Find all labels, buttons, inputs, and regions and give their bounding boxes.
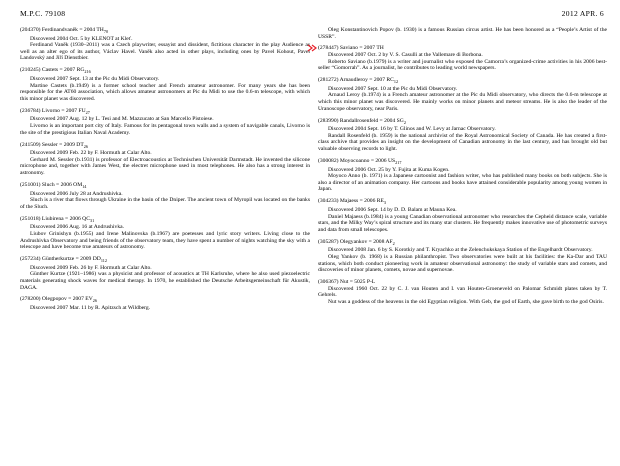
- citation-entry: [318, 158, 607, 193]
- designation-subscript: 217: [395, 160, 402, 166]
- citation-entry: [20, 256, 310, 291]
- minor-planet-name: (251018) Liubirena = 2006 $QC_{31}$: [20, 215, 95, 223]
- citation-text: Arnaud Leroy (b.1974) is a French amateur astronomer at the Pic du Midi observatory, who directs the 0.6-m telescope at which this minor planet was discovered. He mainly works on minor planets and meteor streams. He is also the leader of the Uranoscope observatory, near Paris.: [318, 92, 607, 112]
- discovery-line: Discovered 2007 Sept. 10 at the Pic du Midi Observatory.: [328, 85, 458, 92]
- discovery-line: Discovered 2008 Jan. 6 by S. Korotkiy and T. Kryachko at the Zelenchukskaya Station of the Engelhardt Observatory.: [328, 247, 593, 254]
- discovery-line: Discovered 1960 Oct. 22 by C. J. van Houten and I. van Houten-Groeneveld on Palomar Schmidt plates taken by T. Gehrels.: [318, 285, 607, 299]
- citation-entry: [20, 67, 310, 102]
- citation-text: Liubov Grinishyn (b.1955) and Irene Malinovska (b.1967) are poetesses and lyric story writers. Living close to the Andrushivka Observatory and being friends of the observatory team, they have spent a number of nights watching the sky with a telescope and have become true amateurs of astronomy.: [20, 230, 310, 251]
- right-column: [318, 27, 607, 311]
- discovery-line: Discovered 2004 Sept. 16 by T. Glinos and W. Levy at Jarnac Observatory.: [328, 126, 496, 133]
- minor-planet-name: (236784) Livorno = 2007 $FU_{27}$: [20, 107, 90, 115]
- citation-text: Günther Kurtze (1921–1986) was a physicist and professor of acoustics at TH Karlsruhe, where he also used piezoelectric materials generating shock waves for medical therapy. In 1970, he established the Deutsche Arbeitsgemeinschaft für Akustik, DAGA.: [20, 271, 310, 291]
- minor-planet-name: (306367) Nut = 5025 P-L: [318, 279, 376, 286]
- citation-entry: [318, 279, 607, 305]
- designation-subscript: 26: [92, 298, 97, 304]
- minor-planet-name: (281272) Arnaudleroy = 2007 $RC_{12}$: [318, 77, 399, 85]
- discovery-line: Discovered 2006 Aug. 16 at Andrushivka.: [30, 224, 124, 231]
- citation-text: Moyoco Anno (b. 1971) is a Japanese cartoonist and fashion writer, who has published many books on both subjects. She is also a director of an animation company. Her cartoons and books have attained considerable popularity among young women in Japan.: [318, 173, 607, 193]
- designation-subscript: 2: [403, 119, 406, 125]
- circular-number: M.P.C. 79108: [20, 9, 66, 18]
- designation-subscript: 3: [383, 200, 387, 206]
- minor-planet-name: (204370) Ferdinandvaněk = 2004 $TH_{70}$: [20, 27, 109, 35]
- citation-text: Oleg Konstantinovich Popov (b. 1930) is a famous Russian circus artist. He has been honored as a “People’s Artist of the USSR”.: [318, 27, 607, 40]
- citation-text: Sluch is a river that flows through Ukraine in the basin of the Dniper. The ancient town of Myropil was located on the banks of the Sluch.: [20, 197, 310, 210]
- minor-planet-name: (278200) Olegpopov = 2007 $EV_{26}$: [20, 296, 97, 304]
- citation-entry: [20, 216, 310, 251]
- designation-subscript: 26: [83, 143, 88, 149]
- discovery-line: Discovered 2007 Sept. 13 at the Pic du Midi Observatory.: [30, 76, 160, 83]
- publication-date: 2012 APR. 6: [561, 9, 604, 18]
- citation-entry: [318, 239, 607, 274]
- citation-text: Roberto Saviano (b.1979) is a writer and journalist who exposed the Camorra’s organized-crime activities in his 2006 best-seller “Gomorrah”. As a journalist, he contributes to leading world newspapers.: [318, 58, 607, 72]
- citation-text: Nut was a goddess of the heavens in the old Egyptian religion. With Geb, the god of Earth, she gave birth to the god Osiris.: [328, 298, 604, 305]
- minor-planet-name: (283990) Randallrosenfeld = 2004 $SG_2$: [318, 117, 406, 125]
- discovery-line: Discovered 2006 Oct. 25 by Y. Fujita at Kuma Kogen.: [328, 166, 450, 173]
- designation-subscript: 2: [392, 240, 395, 246]
- discovery-line: Discovered 2007 Aug. 12 by L. Tesi and M. Mazzucato at San Marcello Pistoiese.: [30, 116, 214, 123]
- discovery-line: Discovered 2007 Oct. 2 by V. S. Casulli at the Vallemare di Borbona.: [328, 52, 483, 59]
- designation-subscript: 70: [103, 29, 109, 35]
- designation-subscript: 216: [84, 69, 91, 75]
- discovery-line: Discovered 2007 Mar. 11 by R. Apitzsch at Wildberg.: [30, 305, 151, 312]
- designation-subscript: 31: [89, 217, 95, 223]
- citation-entry: [20, 142, 310, 177]
- citation-text: Martine Castets (b.1949) is a former school teacher and French amateur astronomer. For many years she has been responsible for the AT60 association, which allows amateur astronomers at Pic du Midi to use the 0.6-m telescope, with which this minor planet was discovered.: [20, 82, 310, 102]
- citation-text: Daniel Majaess (b.1984) is a young Canadian observational astronomer who researches the Cepheid distance scale, variable stars, and the Milky Way’s spiral structure and its many star clusters. He frequently makes innovative use of photometric surveys and data from small telescopes.: [318, 213, 607, 233]
- citation-text: Gerhard M. Sessler (b.1931) is professor of Electroacoustics at Technischen Universität Darmstadt. He invented the silicone microphone and, together with James West, the electret microphone used in most telephones. He also has a strong interest in astronomy.: [20, 156, 310, 177]
- citation-entry: [318, 77, 607, 112]
- citation-text: Ferdinand Vaněk (1930–2011) was a Czech playwriter, essayist and dissident, fictitious character in the play Audience as well as an alter ego of its author, Václav Havel. Vaněk also acted in other plays, including ones by Pavel Kohout, Pavel Landovský and Jiří Dienstbier.: [20, 42, 310, 62]
- citation-entry: [318, 118, 607, 153]
- minor-planet-name: (210245) Castets = 2007 $RG_{216}$: [20, 67, 91, 75]
- citation-entry: [20, 27, 310, 62]
- citation-entry: [20, 182, 310, 210]
- discovery-line: Discovered 2006 July 28 at Andrushivka.: [30, 190, 123, 197]
- designation-subscript: 112: [100, 258, 107, 264]
- citation-text: Oleg Yankov (b. 1968) is a Russian philanthropist. Two observatories were built at his facilities: the Ka-Dar and TAU stations, which both conduct pioneering work in amateur observational astronomy: the study of variable stars and comets, and discoveries of minor planets, comets, novae and supernovae.: [318, 253, 607, 274]
- minor-planet-name: (278447) Saviano = 2007 TH: [318, 45, 384, 52]
- minor-planet-name: (251001) Sluch = 2006 $OM_{14}$: [20, 181, 87, 190]
- citation-entry: [318, 27, 607, 40]
- citation-entry: [20, 108, 310, 136]
- minor-planet-name: (304233) Majaess = 2006 $RE_3$: [318, 198, 387, 206]
- citation-text: Livorno is an important port city of Italy. Famous for its pentagonal town walls and a system of navigable canals, Livorno is the site of the prestigious Italian Naval Academy.: [20, 123, 310, 136]
- minor-planet-name: (300082) Moyocoanno = 2006 $US_{217}$: [318, 157, 402, 166]
- discovery-line: Discovered 2009 Feb. 22 by F. Hormuth at Calar Alto.: [30, 150, 152, 157]
- minor-planet-name: (257234) Güntherkurtze = 2009 $DD_{112}$: [20, 256, 107, 264]
- discovery-line: Discovered 2004 Oct. 5 by KLENOT at Kleť.: [30, 35, 133, 42]
- left-column: [20, 27, 310, 317]
- designation-subscript: 14: [82, 184, 87, 190]
- designation-subscript: 12: [393, 79, 399, 85]
- citation-text: Randall Rosenfeld (b. 1959) is the national archivist of the Royal Astronomical Society of Canada. He has created a first-class archive that provides an insight on the development of Canadian astronomy in the last century, and has brought old but valuable observing records to light.: [318, 132, 607, 153]
- citation-entry: [318, 45, 607, 71]
- minor-planet-name: (241509) Sessler = 2009 $DT_{26}$: [20, 141, 88, 149]
- chevron-marker-icon: [307, 44, 318, 52]
- discovery-line: Discovered 2009 Feb. 26 by F. Hormuth at Calar Alto.: [30, 264, 152, 271]
- citation-entry: [318, 198, 607, 233]
- designation-subscript: 27: [85, 109, 90, 115]
- discovery-line: Discovered 2006 Sept. 14 by D. D. Balam at Mauna Kea.: [328, 206, 457, 213]
- minor-planet-name: (305287) Olegyankov = 2008 $AF_2$: [318, 238, 395, 246]
- citation-entry: [20, 296, 310, 311]
